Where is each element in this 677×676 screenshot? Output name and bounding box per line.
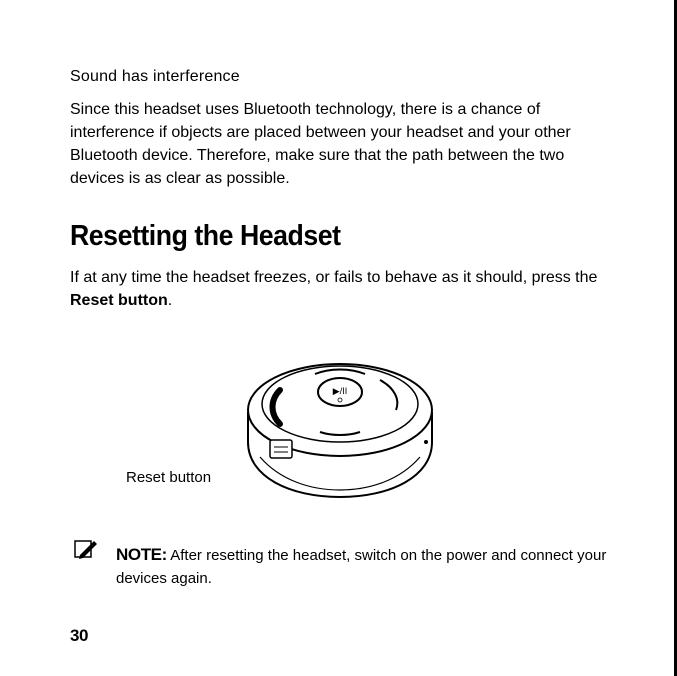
side-port <box>424 440 428 444</box>
note-pencil-icon <box>74 538 98 560</box>
heading-resetting-headset: Resetting the Headset <box>70 220 341 252</box>
note-label: NOTE: <box>116 545 167 564</box>
reset-button-term: Reset button <box>70 292 168 309</box>
play-pause-label: ▶/II <box>332 386 348 396</box>
note-after-reset <box>116 543 616 590</box>
reset-button-callout: Reset button <box>126 469 212 486</box>
subheading-sound-interference: Sound has interference <box>70 68 240 85</box>
reset-button-slot <box>270 440 292 458</box>
reset-text-end: . <box>167 292 173 309</box>
headset-illustration <box>240 352 440 502</box>
page-number: 30 <box>70 626 88 645</box>
paragraph-interference: Since this headset uses Bluetooth technology, there is a chance of interference if objects are placed between your headset and your other Bluetooth device. Therefore, make sure that the path between the two devices is as clear as possible. <box>70 101 571 187</box>
paragraph-reset-instructions <box>70 266 610 312</box>
note-text: After resetting the headset, switch on the power and connect your devices again. <box>116 547 607 587</box>
reset-text-lead: If at any time the headset freezes, or fails to behave as it should, press the <box>70 269 598 286</box>
